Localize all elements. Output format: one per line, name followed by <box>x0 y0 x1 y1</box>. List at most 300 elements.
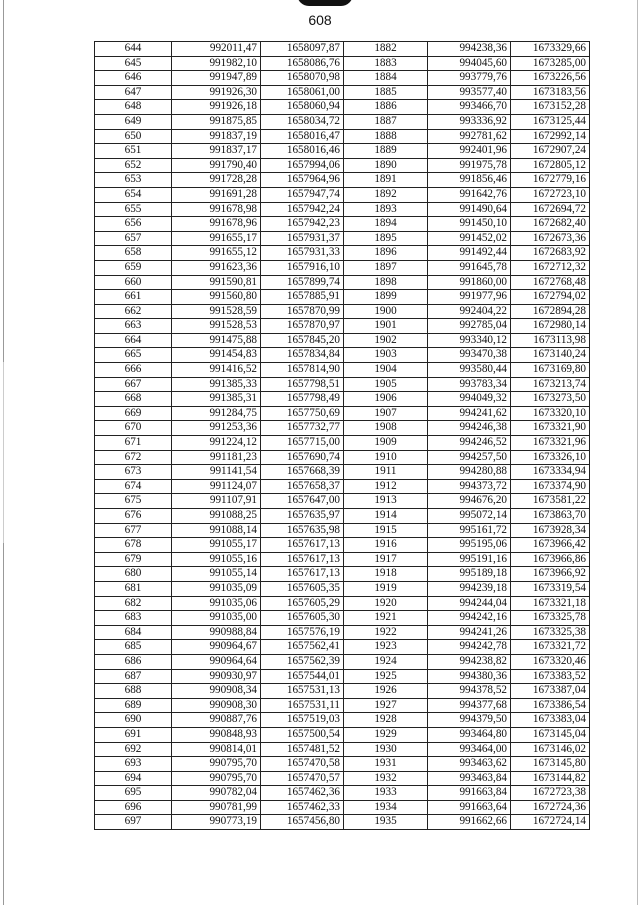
point-number-left-cell: 681 <box>95 581 172 596</box>
y-coordinate-right-cell: 1673226,56 <box>511 71 590 86</box>
point-number-left-cell: 680 <box>95 567 172 582</box>
y-coordinate-right-cell: 1673321,18 <box>511 596 590 611</box>
y-coordinate-left-cell: 1657531,11 <box>261 698 344 713</box>
x-coordinate-right-cell: 993577,40 <box>428 85 511 100</box>
point-number-right-cell: 1890 <box>344 158 428 173</box>
point-number-left-cell: 667 <box>95 377 172 392</box>
x-coordinate-right-cell: 994244,04 <box>428 596 511 611</box>
y-coordinate-left-cell: 1657994,06 <box>261 158 344 173</box>
point-number-left-cell: 664 <box>95 333 172 348</box>
y-coordinate-left-cell: 1657562,41 <box>261 640 344 655</box>
y-coordinate-right-cell: 1673320,46 <box>511 654 590 669</box>
x-coordinate-left-cell: 991875,85 <box>172 114 261 129</box>
table-row <box>95 319 590 334</box>
y-coordinate-left-cell: 1657605,29 <box>261 596 344 611</box>
table-row <box>95 56 590 71</box>
point-number-right-cell: 1909 <box>344 436 428 451</box>
point-number-right-cell: 1887 <box>344 114 428 129</box>
point-number-left-cell: 670 <box>95 421 172 436</box>
point-number-left-cell: 669 <box>95 406 172 421</box>
table-row <box>95 509 590 524</box>
x-coordinate-left-cell: 991623,36 <box>172 260 261 275</box>
point-number-left-cell: 685 <box>95 640 172 655</box>
x-coordinate-right-cell: 995161,72 <box>428 523 511 538</box>
x-coordinate-right-cell: 994246,38 <box>428 421 511 436</box>
y-coordinate-left-cell: 1657942,24 <box>261 202 344 217</box>
x-coordinate-right-cell: 991642,76 <box>428 187 511 202</box>
table-row <box>95 786 590 801</box>
right-page-edge <box>637 0 638 905</box>
point-number-left-cell: 678 <box>95 538 172 553</box>
point-number-right-cell: 1934 <box>344 800 428 815</box>
point-number-left-cell: 644 <box>95 42 172 57</box>
y-coordinate-left-cell: 1657870,97 <box>261 319 344 334</box>
x-coordinate-left-cell: 990964,64 <box>172 654 261 669</box>
x-coordinate-left-cell: 991088,14 <box>172 523 261 538</box>
table-row <box>95 304 590 319</box>
table-row <box>95 100 590 115</box>
x-coordinate-left-cell: 990908,34 <box>172 684 261 699</box>
table-row <box>95 727 590 742</box>
y-coordinate-left-cell: 1657605,30 <box>261 611 344 626</box>
y-coordinate-right-cell: 1673321,90 <box>511 421 590 436</box>
x-coordinate-right-cell: 994049,32 <box>428 392 511 407</box>
point-number-right-cell: 1891 <box>344 173 428 188</box>
point-number-right-cell: 1914 <box>344 509 428 524</box>
y-coordinate-right-cell: 1672992,14 <box>511 129 590 144</box>
y-coordinate-left-cell: 1657635,97 <box>261 509 344 524</box>
point-number-left-cell: 674 <box>95 479 172 494</box>
point-number-right-cell: 1923 <box>344 640 428 655</box>
y-coordinate-left-cell: 1657942,23 <box>261 217 344 232</box>
point-number-left-cell: 682 <box>95 596 172 611</box>
x-coordinate-left-cell: 991678,96 <box>172 217 261 232</box>
y-coordinate-right-cell: 1672723,38 <box>511 786 590 801</box>
point-number-right-cell: 1924 <box>344 654 428 669</box>
x-coordinate-left-cell: 991055,16 <box>172 552 261 567</box>
point-number-left-cell: 671 <box>95 436 172 451</box>
point-number-right-cell: 1935 <box>344 815 428 830</box>
y-coordinate-right-cell: 1673325,78 <box>511 611 590 626</box>
point-number-right-cell: 1897 <box>344 260 428 275</box>
point-number-right-cell: 1913 <box>344 494 428 509</box>
y-coordinate-left-cell: 1657885,91 <box>261 290 344 305</box>
x-coordinate-left-cell: 990781,99 <box>172 800 261 815</box>
y-coordinate-left-cell: 1657617,13 <box>261 538 344 553</box>
point-number-left-cell: 665 <box>95 348 172 363</box>
point-number-left-cell: 646 <box>95 71 172 86</box>
x-coordinate-right-cell: 995195,06 <box>428 538 511 553</box>
y-coordinate-left-cell: 1658034,72 <box>261 114 344 129</box>
y-coordinate-left-cell: 1657916,10 <box>261 260 344 275</box>
table-row <box>95 333 590 348</box>
x-coordinate-right-cell: 991663,64 <box>428 800 511 815</box>
point-number-left-cell: 663 <box>95 319 172 334</box>
y-coordinate-left-cell: 1657834,84 <box>261 348 344 363</box>
x-coordinate-left-cell: 991678,98 <box>172 202 261 217</box>
y-coordinate-right-cell: 1673183,56 <box>511 85 590 100</box>
x-coordinate-left-cell: 991055,17 <box>172 538 261 553</box>
point-number-left-cell: 658 <box>95 246 172 261</box>
x-coordinate-left-cell: 991691,28 <box>172 187 261 202</box>
point-number-left-cell: 651 <box>95 144 172 159</box>
x-coordinate-right-cell: 991975,78 <box>428 158 511 173</box>
point-number-right-cell: 1898 <box>344 275 428 290</box>
y-coordinate-left-cell: 1658086,76 <box>261 56 344 71</box>
y-coordinate-left-cell: 1657531,13 <box>261 684 344 699</box>
y-coordinate-left-cell: 1657470,57 <box>261 771 344 786</box>
table-row <box>95 348 590 363</box>
x-coordinate-right-cell: 994241,26 <box>428 625 511 640</box>
x-coordinate-right-cell: 993779,76 <box>428 71 511 86</box>
y-coordinate-right-cell: 1673273,50 <box>511 392 590 407</box>
point-number-right-cell: 1903 <box>344 348 428 363</box>
y-coordinate-right-cell: 1673326,10 <box>511 450 590 465</box>
point-number-left-cell: 653 <box>95 173 172 188</box>
table-row <box>95 596 590 611</box>
x-coordinate-left-cell: 991926,30 <box>172 85 261 100</box>
x-coordinate-left-cell: 991655,17 <box>172 231 261 246</box>
x-coordinate-right-cell: 992781,62 <box>428 129 511 144</box>
y-coordinate-left-cell: 1657668,39 <box>261 465 344 480</box>
table-row <box>95 815 590 830</box>
y-coordinate-right-cell: 1673319,54 <box>511 581 590 596</box>
x-coordinate-right-cell: 991492,44 <box>428 246 511 261</box>
x-coordinate-right-cell: 991663,84 <box>428 786 511 801</box>
table-row <box>95 800 590 815</box>
point-number-left-cell: 675 <box>95 494 172 509</box>
y-coordinate-left-cell: 1657562,39 <box>261 654 344 669</box>
x-coordinate-right-cell: 993336,92 <box>428 114 511 129</box>
x-coordinate-left-cell: 990964,67 <box>172 640 261 655</box>
x-coordinate-right-cell: 991452,02 <box>428 231 511 246</box>
y-coordinate-right-cell: 1672794,02 <box>511 290 590 305</box>
x-coordinate-left-cell: 991035,00 <box>172 611 261 626</box>
y-coordinate-left-cell: 1657576,19 <box>261 625 344 640</box>
y-coordinate-right-cell: 1673125,44 <box>511 114 590 129</box>
x-coordinate-right-cell: 994045,60 <box>428 56 511 71</box>
y-coordinate-left-cell: 1657647,00 <box>261 494 344 509</box>
table-row <box>95 173 590 188</box>
point-number-right-cell: 1889 <box>344 144 428 159</box>
point-number-right-cell: 1930 <box>344 742 428 757</box>
page-number: 608 <box>308 12 332 28</box>
x-coordinate-left-cell: 991837,17 <box>172 144 261 159</box>
x-coordinate-left-cell: 991528,59 <box>172 304 261 319</box>
x-coordinate-left-cell: 991416,52 <box>172 363 261 378</box>
x-coordinate-left-cell: 991181,23 <box>172 450 261 465</box>
point-number-right-cell: 1901 <box>344 319 428 334</box>
point-number-left-cell: 697 <box>95 815 172 830</box>
y-coordinate-right-cell: 1673928,34 <box>511 523 590 538</box>
point-number-right-cell: 1905 <box>344 377 428 392</box>
table-row <box>95 246 590 261</box>
y-coordinate-left-cell: 1657635,98 <box>261 523 344 538</box>
point-number-right-cell: 1929 <box>344 727 428 742</box>
table-row <box>95 479 590 494</box>
x-coordinate-right-cell: 994238,82 <box>428 654 511 669</box>
x-coordinate-left-cell: 990988,84 <box>172 625 261 640</box>
point-number-right-cell: 1920 <box>344 596 428 611</box>
table-row <box>95 757 590 772</box>
y-coordinate-right-cell: 1672724,36 <box>511 800 590 815</box>
table-row <box>95 698 590 713</box>
table-row <box>95 406 590 421</box>
x-coordinate-left-cell: 991560,80 <box>172 290 261 305</box>
y-coordinate-right-cell: 1672768,48 <box>511 275 590 290</box>
point-number-left-cell: 648 <box>95 100 172 115</box>
x-coordinate-right-cell: 993463,84 <box>428 771 511 786</box>
x-coordinate-right-cell: 994373,72 <box>428 479 511 494</box>
x-coordinate-right-cell: 991490,64 <box>428 202 511 217</box>
x-coordinate-right-cell: 994377,68 <box>428 698 511 713</box>
table-row <box>95 713 590 728</box>
y-coordinate-right-cell: 1672723,10 <box>511 187 590 202</box>
table-row <box>95 538 590 553</box>
table-row <box>95 669 590 684</box>
point-number-right-cell: 1886 <box>344 100 428 115</box>
x-coordinate-right-cell: 992401,96 <box>428 144 511 159</box>
point-number-right-cell: 1882 <box>344 42 428 57</box>
y-coordinate-right-cell: 1673374,90 <box>511 479 590 494</box>
x-coordinate-left-cell: 990773,19 <box>172 815 261 830</box>
y-coordinate-left-cell: 1657462,33 <box>261 800 344 815</box>
x-coordinate-right-cell: 994257,50 <box>428 450 511 465</box>
point-number-left-cell: 655 <box>95 202 172 217</box>
table-row <box>95 771 590 786</box>
table-row <box>95 465 590 480</box>
table-row <box>95 85 590 100</box>
x-coordinate-left-cell: 991224,12 <box>172 436 261 451</box>
table-row <box>95 640 590 655</box>
x-coordinate-right-cell: 992404,22 <box>428 304 511 319</box>
x-coordinate-right-cell: 995072,14 <box>428 509 511 524</box>
table-row <box>95 625 590 640</box>
point-number-left-cell: 683 <box>95 611 172 626</box>
point-number-right-cell: 1908 <box>344 421 428 436</box>
point-number-left-cell: 672 <box>95 450 172 465</box>
table-row <box>95 654 590 669</box>
x-coordinate-left-cell: 991284,75 <box>172 406 261 421</box>
point-number-left-cell: 656 <box>95 217 172 232</box>
point-number-left-cell: 660 <box>95 275 172 290</box>
point-number-left-cell: 647 <box>95 85 172 100</box>
y-coordinate-right-cell: 1672724,14 <box>511 815 590 830</box>
y-coordinate-right-cell: 1673383,52 <box>511 669 590 684</box>
point-number-left-cell: 686 <box>95 654 172 669</box>
point-number-right-cell: 1925 <box>344 669 428 684</box>
y-coordinate-left-cell: 1657947,74 <box>261 187 344 202</box>
point-number-left-cell: 691 <box>95 727 172 742</box>
x-coordinate-right-cell: 994676,20 <box>428 494 511 509</box>
y-coordinate-right-cell: 1672894,28 <box>511 304 590 319</box>
x-coordinate-right-cell: 994241,62 <box>428 406 511 421</box>
x-coordinate-left-cell: 991926,18 <box>172 100 261 115</box>
table-row <box>95 363 590 378</box>
y-coordinate-left-cell: 1657964,96 <box>261 173 344 188</box>
y-coordinate-left-cell: 1658061,00 <box>261 85 344 100</box>
table-row <box>95 71 590 86</box>
x-coordinate-left-cell: 991475,88 <box>172 333 261 348</box>
y-coordinate-left-cell: 1657814,90 <box>261 363 344 378</box>
y-coordinate-right-cell: 1673113,98 <box>511 333 590 348</box>
point-number-right-cell: 1928 <box>344 713 428 728</box>
point-number-right-cell: 1907 <box>344 406 428 421</box>
table-row <box>95 436 590 451</box>
y-coordinate-right-cell: 1673213,74 <box>511 377 590 392</box>
x-coordinate-right-cell: 991977,96 <box>428 290 511 305</box>
x-coordinate-left-cell: 990795,70 <box>172 771 261 786</box>
point-number-left-cell: 662 <box>95 304 172 319</box>
point-number-left-cell: 692 <box>95 742 172 757</box>
table-row <box>95 684 590 699</box>
y-coordinate-right-cell: 1673966,42 <box>511 538 590 553</box>
y-coordinate-left-cell: 1657500,54 <box>261 727 344 742</box>
table-row <box>95 114 590 129</box>
point-number-left-cell: 657 <box>95 231 172 246</box>
y-coordinate-left-cell: 1657931,33 <box>261 246 344 261</box>
point-number-left-cell: 689 <box>95 698 172 713</box>
y-coordinate-right-cell: 1672673,36 <box>511 231 590 246</box>
x-coordinate-right-cell: 992785,04 <box>428 319 511 334</box>
x-coordinate-left-cell: 991107,91 <box>172 494 261 509</box>
point-number-right-cell: 1926 <box>344 684 428 699</box>
x-coordinate-left-cell: 991528,53 <box>172 319 261 334</box>
y-coordinate-right-cell: 1673144,82 <box>511 771 590 786</box>
point-number-left-cell: 693 <box>95 757 172 772</box>
y-coordinate-right-cell: 1672694,72 <box>511 202 590 217</box>
point-number-right-cell: 1900 <box>344 304 428 319</box>
point-number-left-cell: 645 <box>95 56 172 71</box>
point-number-right-cell: 1910 <box>344 450 428 465</box>
x-coordinate-left-cell: 990782,04 <box>172 786 261 801</box>
point-number-right-cell: 1885 <box>344 85 428 100</box>
x-coordinate-left-cell: 991385,31 <box>172 392 261 407</box>
x-coordinate-left-cell: 991124,07 <box>172 479 261 494</box>
x-coordinate-left-cell: 990795,70 <box>172 757 261 772</box>
table-row <box>95 275 590 290</box>
y-coordinate-right-cell: 1673383,04 <box>511 713 590 728</box>
x-coordinate-left-cell: 991728,28 <box>172 173 261 188</box>
point-number-left-cell: 673 <box>95 465 172 480</box>
point-number-right-cell: 1916 <box>344 538 428 553</box>
x-coordinate-right-cell: 991645,78 <box>428 260 511 275</box>
coordinates-table-body <box>95 42 590 830</box>
point-number-right-cell: 1884 <box>344 71 428 86</box>
table-row <box>95 42 590 57</box>
x-coordinate-left-cell: 991141,54 <box>172 465 261 480</box>
point-number-left-cell: 659 <box>95 260 172 275</box>
x-coordinate-right-cell: 995189,18 <box>428 567 511 582</box>
x-coordinate-right-cell: 993470,38 <box>428 348 511 363</box>
y-coordinate-left-cell: 1657690,74 <box>261 450 344 465</box>
y-coordinate-right-cell: 1673966,92 <box>511 567 590 582</box>
y-coordinate-right-cell: 1673285,00 <box>511 56 590 71</box>
table-row <box>95 202 590 217</box>
point-number-left-cell: 668 <box>95 392 172 407</box>
point-number-right-cell: 1933 <box>344 786 428 801</box>
x-coordinate-right-cell: 995191,16 <box>428 552 511 567</box>
x-coordinate-right-cell: 991856,46 <box>428 173 511 188</box>
x-coordinate-right-cell: 991860,00 <box>428 275 511 290</box>
x-coordinate-right-cell: 993340,12 <box>428 333 511 348</box>
point-number-left-cell: 695 <box>95 786 172 801</box>
y-coordinate-left-cell: 1657715,00 <box>261 436 344 451</box>
point-number-left-cell: 649 <box>95 114 172 129</box>
point-number-left-cell: 690 <box>95 713 172 728</box>
x-coordinate-left-cell: 991055,14 <box>172 567 261 582</box>
x-coordinate-right-cell: 993466,70 <box>428 100 511 115</box>
point-number-right-cell: 1892 <box>344 187 428 202</box>
y-coordinate-left-cell: 1657798,49 <box>261 392 344 407</box>
point-number-right-cell: 1918 <box>344 567 428 582</box>
point-number-left-cell: 688 <box>95 684 172 699</box>
y-coordinate-left-cell: 1657617,13 <box>261 552 344 567</box>
y-coordinate-left-cell: 1657931,37 <box>261 231 344 246</box>
point-number-left-cell: 687 <box>95 669 172 684</box>
x-coordinate-left-cell: 991655,12 <box>172 246 261 261</box>
x-coordinate-right-cell: 994239,18 <box>428 581 511 596</box>
x-coordinate-right-cell: 994280,88 <box>428 465 511 480</box>
x-coordinate-right-cell: 994380,36 <box>428 669 511 684</box>
y-coordinate-right-cell: 1673320,10 <box>511 406 590 421</box>
y-coordinate-right-cell: 1673581,22 <box>511 494 590 509</box>
y-coordinate-left-cell: 1657658,37 <box>261 479 344 494</box>
point-number-left-cell: 666 <box>95 363 172 378</box>
point-number-right-cell: 1904 <box>344 363 428 378</box>
y-coordinate-left-cell: 1657845,20 <box>261 333 344 348</box>
x-coordinate-left-cell: 991982,10 <box>172 56 261 71</box>
x-coordinate-left-cell: 991035,09 <box>172 581 261 596</box>
y-coordinate-right-cell: 1673325,38 <box>511 625 590 640</box>
point-number-right-cell: 1883 <box>344 56 428 71</box>
y-coordinate-right-cell: 1673145,04 <box>511 727 590 742</box>
x-coordinate-left-cell: 991035,06 <box>172 596 261 611</box>
x-coordinate-right-cell: 994246,52 <box>428 436 511 451</box>
point-number-right-cell: 1921 <box>344 611 428 626</box>
x-coordinate-left-cell: 991088,25 <box>172 509 261 524</box>
point-number-right-cell: 1927 <box>344 698 428 713</box>
x-coordinate-right-cell: 994379,50 <box>428 713 511 728</box>
x-coordinate-left-cell: 991385,33 <box>172 377 261 392</box>
table-row <box>95 129 590 144</box>
table-row <box>95 567 590 582</box>
point-number-right-cell: 1912 <box>344 479 428 494</box>
y-coordinate-right-cell: 1672805,12 <box>511 158 590 173</box>
table-row <box>95 187 590 202</box>
y-coordinate-left-cell: 1657732,77 <box>261 421 344 436</box>
x-coordinate-left-cell: 990814,01 <box>172 742 261 757</box>
y-coordinate-right-cell: 1673334,94 <box>511 465 590 480</box>
y-coordinate-right-cell: 1673387,04 <box>511 684 590 699</box>
table-row <box>95 231 590 246</box>
point-number-left-cell: 661 <box>95 290 172 305</box>
y-coordinate-right-cell: 1673146,02 <box>511 742 590 757</box>
y-coordinate-right-cell: 1673329,66 <box>511 42 590 57</box>
table-row <box>95 450 590 465</box>
x-coordinate-left-cell: 990887,76 <box>172 713 261 728</box>
x-coordinate-right-cell: 994238,36 <box>428 42 511 57</box>
y-coordinate-left-cell: 1657544,01 <box>261 669 344 684</box>
table-row <box>95 494 590 509</box>
y-coordinate-left-cell: 1657481,52 <box>261 742 344 757</box>
point-number-right-cell: 1911 <box>344 465 428 480</box>
x-coordinate-right-cell: 993580,44 <box>428 363 511 378</box>
y-coordinate-right-cell: 1673863,70 <box>511 509 590 524</box>
point-number-right-cell: 1919 <box>344 581 428 596</box>
y-coordinate-left-cell: 1658016,46 <box>261 144 344 159</box>
x-coordinate-left-cell: 990908,30 <box>172 698 261 713</box>
